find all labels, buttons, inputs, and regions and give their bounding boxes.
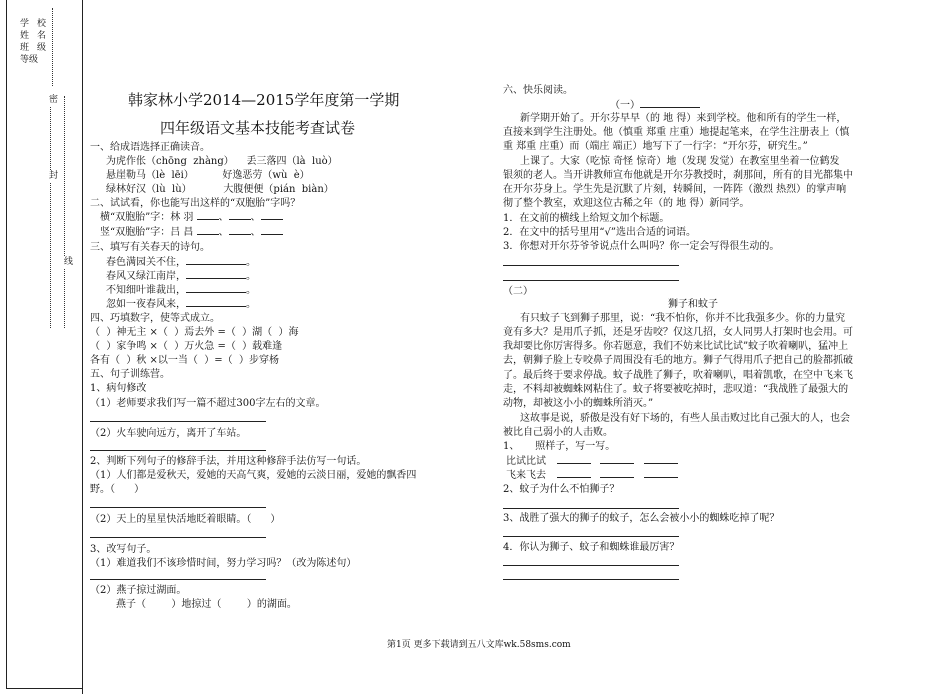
section5-q3b: （2）燕子掠过湖面。 bbox=[90, 585, 187, 596]
poem-line-3 bbox=[106, 284, 256, 297]
exam-subtitle: 四年级语文基本技能考查试卷 bbox=[160, 119, 356, 137]
passage1-line: 直接来到学生注册处。他（慎重 郑重 庄重）地提起笔来，在学生注册表上（慎 bbox=[503, 127, 850, 138]
answer-line[interactable] bbox=[503, 265, 679, 266]
section2-line-2: 竖“双胞胎”字：吕 昌 、 、 bbox=[100, 226, 283, 239]
section2-blank[interactable] bbox=[261, 234, 283, 235]
passage2-title: 狮子和蚊子 bbox=[668, 299, 718, 310]
poem-blank[interactable] bbox=[186, 278, 246, 279]
passage2-line: 这故事是说，骄傲是没有好下场的，有些人虽击败过比自己强大的人，也会 bbox=[520, 413, 850, 424]
section5-q2b: （2）天上的星星快活地眨着眼睛。（ ） bbox=[90, 514, 281, 525]
section5-part3: 3、改写句子。 bbox=[90, 544, 157, 555]
exam-school-title: 韩家林小学2014—2015学年度第一学期 bbox=[128, 91, 400, 109]
section2-line-2-text: 竖“双胞胎”字：吕 昌 bbox=[100, 227, 194, 238]
section5-heading: 五、句子训练营。 bbox=[90, 369, 170, 380]
passage2-label: （二） bbox=[503, 286, 533, 297]
poem-line-text: 不知细叶谁裁出， bbox=[106, 285, 186, 296]
answer-line[interactable] bbox=[503, 565, 679, 566]
answer-line[interactable] bbox=[503, 579, 679, 580]
passage1-label bbox=[610, 99, 700, 112]
passage1-line: 银须的老人。当开讲教师宣布他就是开尔芬教授时，刹那间，所有的目光都集中 bbox=[503, 170, 853, 181]
example-word-1: 比试比试 bbox=[506, 456, 546, 467]
section4-line-3: 各有（ ）秋 ×以一当（ ）=（ ）步穿杨 bbox=[90, 355, 280, 366]
info-label-class-2: 级 bbox=[37, 43, 47, 53]
passage2-question-3: 3、战胜了强大的狮子的蚊子，怎么会被小小的蜘蛛吃掉了呢？ bbox=[503, 513, 780, 524]
section2-blank[interactable] bbox=[197, 234, 219, 235]
passage1-line: 彻了整个教室，欢迎这位古稀之年（的 地 得）新同学。 bbox=[503, 198, 750, 209]
info-label-name-2: 名 bbox=[37, 31, 47, 41]
example-blank[interactable] bbox=[557, 463, 591, 464]
section2-blank[interactable] bbox=[197, 219, 219, 220]
passage2-question-4: 4．你认为狮子、蚊子和蜘蛛谁最厉害？ bbox=[503, 542, 680, 553]
passage2-line: 走，不料却被蜘蛛网粘住了。蚊子将要被吃掉时，悲叹道：“我战胜了最强大的 bbox=[503, 384, 849, 395]
passage2-line: 有只蚊子飞到狮子那里，说：“我不怕你，你并不比我强多少。你的力量究 bbox=[520, 313, 846, 324]
example-blank[interactable] bbox=[644, 477, 678, 478]
example-blank[interactable] bbox=[600, 463, 634, 464]
section2-line-1: 横“双胞胎”字：林 羽 、 、 bbox=[100, 211, 283, 224]
period: 。 bbox=[246, 271, 256, 282]
passage2-line: 竟有多大？是用爪子抓，还是牙齿咬？仅这几招，女人同男人打架时也会用。可 bbox=[503, 327, 853, 338]
passage2-question-1: 1、 照样子，写一写。 bbox=[503, 441, 616, 452]
info-label-class-1: 班 bbox=[20, 43, 30, 53]
binding-mark-feng: 封 bbox=[49, 171, 59, 181]
page-bottom-border bbox=[6, 688, 82, 689]
section5-q2a-line2: 野。（ ） bbox=[90, 484, 145, 495]
answer-line[interactable] bbox=[503, 280, 679, 281]
section5-part1: 1、病句修改 bbox=[90, 383, 147, 394]
period: 。 bbox=[246, 285, 256, 296]
answer-line[interactable] bbox=[90, 537, 266, 538]
binding-mark-mi: 密 bbox=[49, 95, 59, 105]
info-label-name-1: 姓 bbox=[20, 31, 30, 41]
poem-blank[interactable] bbox=[186, 306, 246, 307]
page-footer: 第1页 更多下载请到五八文库wk.58sms.com bbox=[387, 640, 571, 650]
section5-q3c: 燕子（ ）地掠过（ ）的湖面。 bbox=[116, 599, 297, 610]
info-dotted-line bbox=[52, 8, 53, 86]
poem-line-2 bbox=[106, 270, 256, 283]
passage1-question-2: 2．在文中的括号里用“√”选出合适的词语。 bbox=[503, 227, 696, 238]
info-label-grade: 等级 bbox=[20, 55, 39, 65]
poem-blank[interactable] bbox=[186, 264, 246, 265]
section2-blank[interactable] bbox=[229, 219, 251, 220]
section1-heading: 一、给成语选择正确读音。 bbox=[90, 142, 210, 153]
passage1-title-blank[interactable] bbox=[640, 107, 700, 108]
passage2-line: 我却要比你厉害得多。你若愿意，我们不妨来比试比试”蚊子吹着喇叭，猛冲上 bbox=[503, 341, 849, 352]
poem-blank[interactable] bbox=[186, 292, 246, 293]
info-label-school-2: 校 bbox=[37, 19, 47, 29]
page-left-border bbox=[6, 0, 7, 688]
passage1-line: 新学期开始了。开尔芬早早（的 地 得）来到学校。他和所有的学生一样， bbox=[520, 113, 847, 124]
binding-line bbox=[82, 0, 83, 694]
section5-q1a: （1）老师要求我们写一篇不超过300字左右的文章。 bbox=[90, 398, 326, 409]
binding-dots-right bbox=[64, 96, 65, 328]
section5-q1b: （2）火车驶向远方，离开了车站。 bbox=[90, 428, 247, 439]
period: 。 bbox=[246, 257, 256, 268]
passage1-question-3: 3．你想对开尔芬爷爷说点什么叫吗？你一定会写得很生动的。 bbox=[503, 241, 780, 252]
section2-line-1-text: 横“双胞胎”字：林 羽 bbox=[100, 212, 194, 223]
poem-line-text: 忽如一夜春风来， bbox=[106, 299, 186, 310]
passage2-question-2: 2、蚊子为什么不怕狮子？ bbox=[503, 484, 620, 495]
section3-heading: 三、填写有关春天的诗句。 bbox=[90, 242, 210, 253]
answer-line[interactable] bbox=[90, 450, 266, 451]
passage2-line: 动物，却被这小小的蜘蛛所消灭。” bbox=[503, 398, 654, 409]
passage2-line: 被比自己弱小的人击败。 bbox=[503, 427, 613, 438]
passage2-line: 了。最后终于要求停战。蚊子战胜了狮子，吹着喇叭，唱着凯歌，在空中飞来飞 bbox=[503, 370, 853, 381]
answer-line[interactable] bbox=[90, 421, 266, 422]
info-label-school-1: 学 bbox=[20, 19, 30, 29]
example-word-2: 飞来飞去 bbox=[506, 470, 546, 481]
section2-blank[interactable] bbox=[229, 234, 251, 235]
answer-line[interactable] bbox=[90, 507, 266, 508]
passage2-line: 去，朝狮子脸上专咬鼻子周围没有毛的地方。狮子气得用爪子把自己的脸都抓破 bbox=[503, 355, 853, 366]
passage1-line: 上课了。大家（吃惊 奇怪 惊奇）地（发现 发觉）在教室里坐着一位鹤发 bbox=[520, 156, 840, 167]
section4-heading: 四、巧填数字，使等式成立。 bbox=[90, 313, 220, 324]
section4-line-2: （ ）家争鸣 ×（ ）万火急 =（ ）载难逢 bbox=[90, 341, 283, 352]
section5-q3a: （1）难道我们不该珍惜时间，努力学习吗？（改为陈述句） bbox=[90, 558, 357, 569]
section5-q2a-line1: （1）人们都是爱秋天，爱她的天高气爽，爱她的云淡日丽，爱她的飘香四 bbox=[90, 470, 417, 481]
poem-line-4 bbox=[106, 298, 256, 311]
passage1-label-text: （一） bbox=[610, 100, 640, 111]
example-row-1 bbox=[506, 455, 678, 468]
passage1-line: 在开尔芬身上。学生先是沉默了片刻，转瞬间，一阵阵（激烈 热烈）的掌声响 bbox=[503, 184, 847, 195]
section1-line-1: 为虎作伥（chōng zhàng） 丢三落四（là luò） bbox=[106, 156, 338, 167]
passage1-line: 重 郑重 庄重）而（端庄 端正）地写下了一行字：“开尔芬，研究生。” bbox=[503, 141, 808, 152]
section2-heading: 二、试试看，你也能写出这样的“双胞胎”字吗？ bbox=[90, 198, 301, 209]
section6-heading: 六、快乐阅读。 bbox=[503, 85, 573, 96]
section2-blank[interactable] bbox=[261, 219, 283, 220]
example-blank[interactable] bbox=[600, 477, 634, 478]
answer-line[interactable] bbox=[90, 579, 266, 580]
binding-dots-left bbox=[50, 96, 51, 328]
example-row-2 bbox=[506, 469, 678, 482]
answer-line[interactable] bbox=[503, 508, 679, 509]
answer-line[interactable] bbox=[503, 536, 679, 537]
binding-mark-xian: 线 bbox=[64, 257, 74, 267]
section4-line-1: （ ）神无主 ×（ ）焉去外 =（ ）湖（ ）海 bbox=[90, 327, 299, 338]
section5-part2: 2、判断下列句子的修辞手法，并用这种修辞手法仿写一句话。 bbox=[90, 456, 367, 467]
poem-line-1 bbox=[106, 256, 256, 269]
section1-line-2: 悬崖勒马（lè lēi） 好逸恶劳（wù è） bbox=[106, 170, 310, 181]
example-blank[interactable] bbox=[644, 463, 678, 464]
example-blank[interactable] bbox=[557, 477, 591, 478]
poem-line-text: 春风又绿江南岸， bbox=[106, 271, 186, 282]
section1-line-3: 绿林好汉（lù lù） 大腹便便（pián biàn） bbox=[106, 184, 334, 195]
period: 。 bbox=[246, 299, 256, 310]
passage1-question-1: 1．在文前的横线上给短文加个标题。 bbox=[503, 213, 670, 224]
poem-line-text: 春色满园关不住， bbox=[106, 257, 186, 268]
